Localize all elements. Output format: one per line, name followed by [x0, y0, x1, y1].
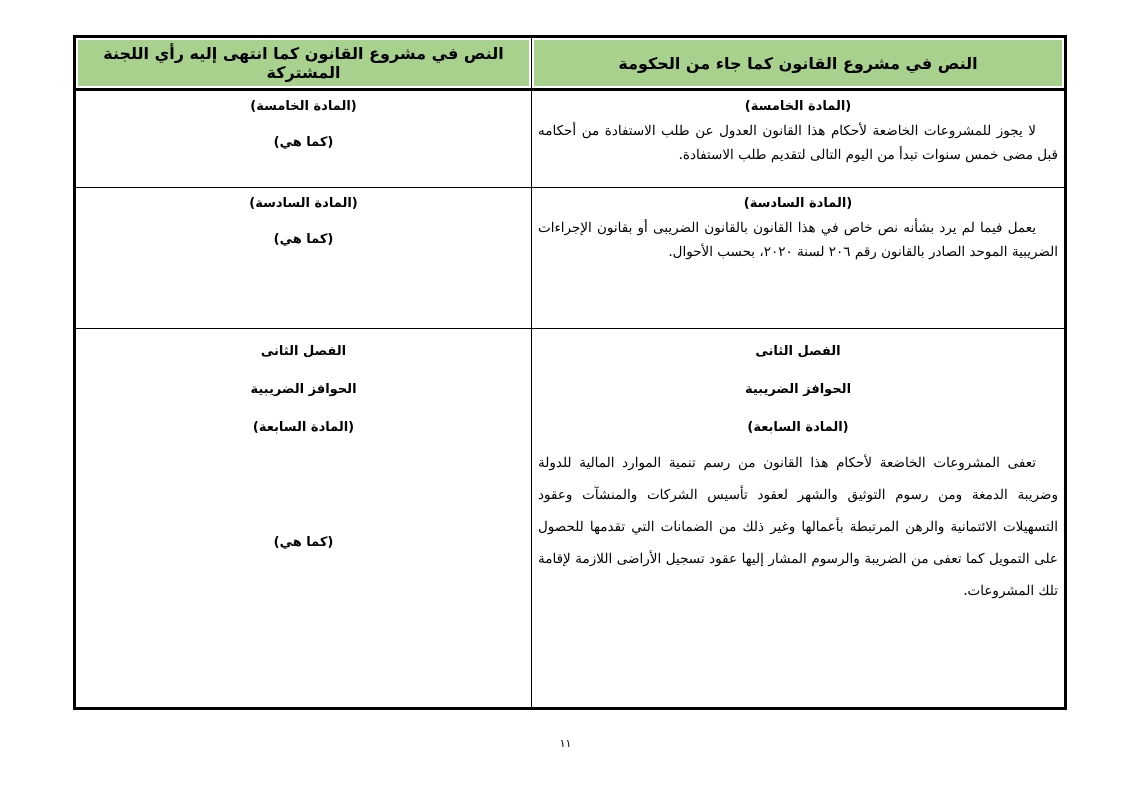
- article-heading: (المادة السادسة): [743, 196, 853, 211]
- article-text: لا يجوز للمشروعات الخاضعة لأحكام هذا القانون العدول عن طلب الاستفادة من أحكامه قبل مضى خمس سنوات تبدأ من اليوم التالى لتقديم طلب الاستفادة.: [538, 123, 1058, 163]
- as-is-label: (كما هي): [273, 232, 334, 247]
- article-heading: (المادة السابعة): [252, 420, 355, 435]
- article-heading: (المادة الخامسة): [250, 99, 357, 114]
- chapter-heading: الفصل الثانى: [260, 344, 347, 359]
- government-cell: [532, 329, 1066, 709]
- committee-cell: [75, 188, 532, 329]
- table-row: [75, 90, 1066, 188]
- government-cell: [532, 90, 1066, 188]
- as-is-label: (كما هي): [273, 135, 334, 150]
- committee-cell: [75, 329, 532, 709]
- government-cell: [532, 188, 1066, 329]
- article-heading: (المادة السادسة): [249, 196, 358, 211]
- chapter-title: الحوافز الضريبية: [744, 382, 852, 397]
- as-is-label: (كما هي): [273, 535, 334, 550]
- article-text: تعفى المشروعات الخاضعة لأحكام هذا القانون من رسم تنمية الموارد المالية للدولة وضريبة الدمغة ومن رسوم التوثيق والشهر لعقود تأسيس الشركات والمنشآت وعقود التسهيلات الائتمانية والرهن المرتبطة بأعمالها وغير ذلك من الضمانات التي تقدمها للحصول على التمويل كما تعفى من الضريبة والرسوم المشار إليها عقود تسجيل الأراضى اللازمة لإقامة تلك المشروعات.: [538, 455, 1058, 599]
- committee-cell: [75, 90, 532, 188]
- committee-column-header: النص في مشروع القانون كما انتهى إليه رأي اللجنة المشتركة: [75, 37, 532, 90]
- chapter-heading: الفصل الثانى: [755, 344, 841, 359]
- article-text: يعمل فيما لم يرد بشأنه نص خاص في هذا القانون بالقانون الضريبى أو بقانون الإجراءات الضريبية الموحد الصادر بالقانون رقم ٢٠٦ لسنة ٢٠٢٠، بحسب الأحوال.: [538, 220, 1058, 260]
- table-row: [75, 188, 1066, 329]
- chapter-title: الحوافز الضريبية: [250, 382, 357, 397]
- article-heading: (المادة السابعة): [747, 420, 849, 435]
- article-heading: (المادة الخامسة): [744, 99, 852, 114]
- comparison-table: [73, 35, 1067, 710]
- government-column-header: النص في مشروع القانون كما جاء من الحكومة: [532, 37, 1066, 90]
- table-row: [75, 329, 1066, 709]
- table-header-row: [75, 37, 1066, 90]
- page-number: ١١: [559, 737, 572, 750]
